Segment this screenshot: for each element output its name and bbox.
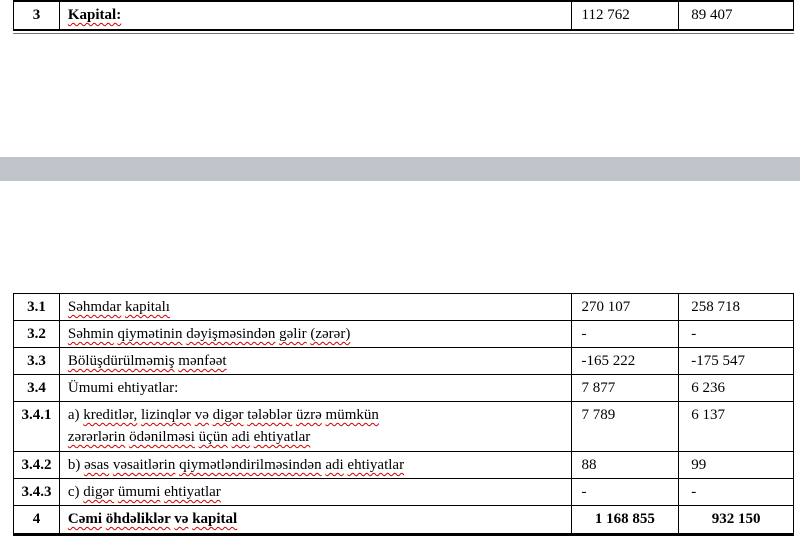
table-row bbox=[14, 452, 793, 479]
misspelled-word: adi bbox=[325, 457, 344, 473]
page-2 bbox=[0, 181, 800, 542]
misspelled-word: gəlir bbox=[279, 326, 307, 342]
value-current-cell[interactable]: - bbox=[572, 321, 680, 347]
item-name-cell[interactable] bbox=[60, 452, 572, 478]
value-previous-cell[interactable]: 258 718 bbox=[691, 299, 741, 315]
misspelled-word: tələblər bbox=[247, 407, 293, 423]
misspelled-word: üzrə bbox=[295, 407, 322, 423]
misspelled-word: və bbox=[194, 407, 209, 423]
value-previous-cell[interactable]: 6 236 bbox=[691, 380, 726, 396]
table-row bbox=[14, 375, 793, 402]
misspelled-word: qiymətinin bbox=[117, 326, 183, 342]
misspelled-word: mənfəət bbox=[178, 353, 227, 369]
misspelled-word: ehtiyatlar bbox=[253, 429, 311, 445]
table-row bbox=[14, 479, 793, 506]
misspelled-word: dəyişməsindən bbox=[186, 326, 276, 342]
table-row bbox=[14, 294, 793, 321]
misspelled-word: Səhmdar bbox=[67, 299, 122, 315]
table-double-bottom-border bbox=[13, 33, 794, 34]
table-row bbox=[14, 2, 793, 29]
value-previous-cell[interactable]: 99 bbox=[691, 457, 707, 473]
misspelled-word: Səhmin bbox=[67, 326, 114, 342]
value-current-cell[interactable]: 270 107 bbox=[572, 294, 680, 320]
value-previous-cell[interactable]: 932 150 bbox=[711, 511, 761, 527]
value-current-cell[interactable]: -165 222 bbox=[572, 348, 680, 374]
value-previous-cell[interactable]: 89 407 bbox=[691, 7, 733, 23]
misspelled-word: kapital bbox=[192, 511, 238, 527]
item-name-cell[interactable] bbox=[60, 348, 572, 374]
misspelled-word: ödənilməsi bbox=[129, 429, 195, 445]
misspelled-word: digər bbox=[83, 484, 115, 500]
item-name-cell[interactable] bbox=[60, 321, 572, 347]
misspelled-word: əsas bbox=[84, 457, 110, 473]
misspelled-word: mümkün bbox=[325, 407, 379, 423]
item-name-cell[interactable] bbox=[60, 479, 572, 505]
item-name-cell[interactable] bbox=[60, 2, 572, 29]
table-row bbox=[14, 506, 793, 533]
row-number-cell[interactable]: 3.1 bbox=[14, 294, 60, 320]
misspelled-word: öhdəliklər bbox=[105, 511, 171, 527]
value-previous-cell[interactable]: -175 547 bbox=[691, 353, 746, 369]
value-current-cell[interactable]: 88 bbox=[572, 452, 680, 478]
balance-table-part-2 bbox=[13, 293, 794, 536]
page-1 bbox=[0, 0, 800, 157]
table-row bbox=[14, 348, 793, 375]
item-prefix: b) bbox=[67, 457, 85, 473]
item-name-cell[interactable] bbox=[60, 294, 572, 320]
row-number-cell[interactable]: 3.4 bbox=[14, 375, 60, 401]
misspelled-word: vəsaitlərin bbox=[112, 457, 176, 473]
misspelled-word: kapitalı bbox=[124, 299, 170, 315]
misspelled-word: lizinqlər bbox=[141, 407, 191, 423]
item-name-cell[interactable] bbox=[60, 506, 572, 533]
misspelled-word: kreditlər, bbox=[83, 407, 138, 423]
value-current-cell[interactable]: 112 762 bbox=[572, 2, 680, 29]
table-row bbox=[14, 402, 793, 452]
item-prefix: a) bbox=[67, 407, 84, 423]
row-number-cell[interactable]: 3.3 bbox=[14, 348, 60, 374]
item-name-cell[interactable]: Ümumi ehtiyatlar: bbox=[60, 375, 572, 401]
row-number-cell[interactable]: 3.4.2 bbox=[14, 452, 60, 478]
value-current-cell[interactable]: 7 877 bbox=[572, 375, 680, 401]
balance-table-part-1 bbox=[13, 0, 794, 31]
table-row bbox=[14, 321, 793, 348]
row-number-cell[interactable]: 4 bbox=[14, 506, 60, 533]
page-break-gap bbox=[0, 157, 800, 181]
value-previous-cell[interactable]: 6 137 bbox=[691, 407, 726, 423]
value-current-cell[interactable]: - bbox=[572, 479, 680, 505]
value-previous-cell[interactable]: - bbox=[691, 484, 697, 500]
misspelled-word: və bbox=[174, 511, 189, 527]
misspelled-word: ehtiyatlar bbox=[164, 484, 221, 500]
value-current-cell[interactable]: 1 168 855 bbox=[572, 506, 680, 533]
misspelled-word: digər bbox=[212, 407, 244, 423]
misspelled-word: (zərər) bbox=[310, 326, 351, 342]
item-name-cell[interactable] bbox=[60, 402, 572, 451]
row-number-cell[interactable]: 3 bbox=[14, 2, 60, 29]
row-number-cell[interactable]: 3.4.1 bbox=[14, 402, 60, 451]
misspelled-word: adi bbox=[231, 429, 250, 445]
misspelled-word: ümumi bbox=[117, 484, 161, 500]
misspelled-word: üçün bbox=[198, 429, 228, 445]
misspelled-word: Kapital: bbox=[67, 7, 122, 23]
value-previous-cell[interactable]: - bbox=[691, 326, 697, 342]
misspelled-word: Cəmi bbox=[67, 511, 103, 527]
row-number-cell[interactable]: 3.4.3 bbox=[14, 479, 60, 505]
value-current-cell[interactable]: 7 789 bbox=[572, 402, 680, 451]
item-prefix: c) bbox=[67, 484, 84, 500]
misspelled-word: Bölüşdürülməmiş bbox=[67, 353, 175, 369]
misspelled-word: qiymətləndirilməsindən bbox=[179, 457, 322, 473]
row-number-cell[interactable]: 3.2 bbox=[14, 321, 60, 347]
misspelled-word: zərərlərin bbox=[67, 429, 126, 445]
misspelled-word: ehtiyatlar bbox=[347, 457, 405, 473]
